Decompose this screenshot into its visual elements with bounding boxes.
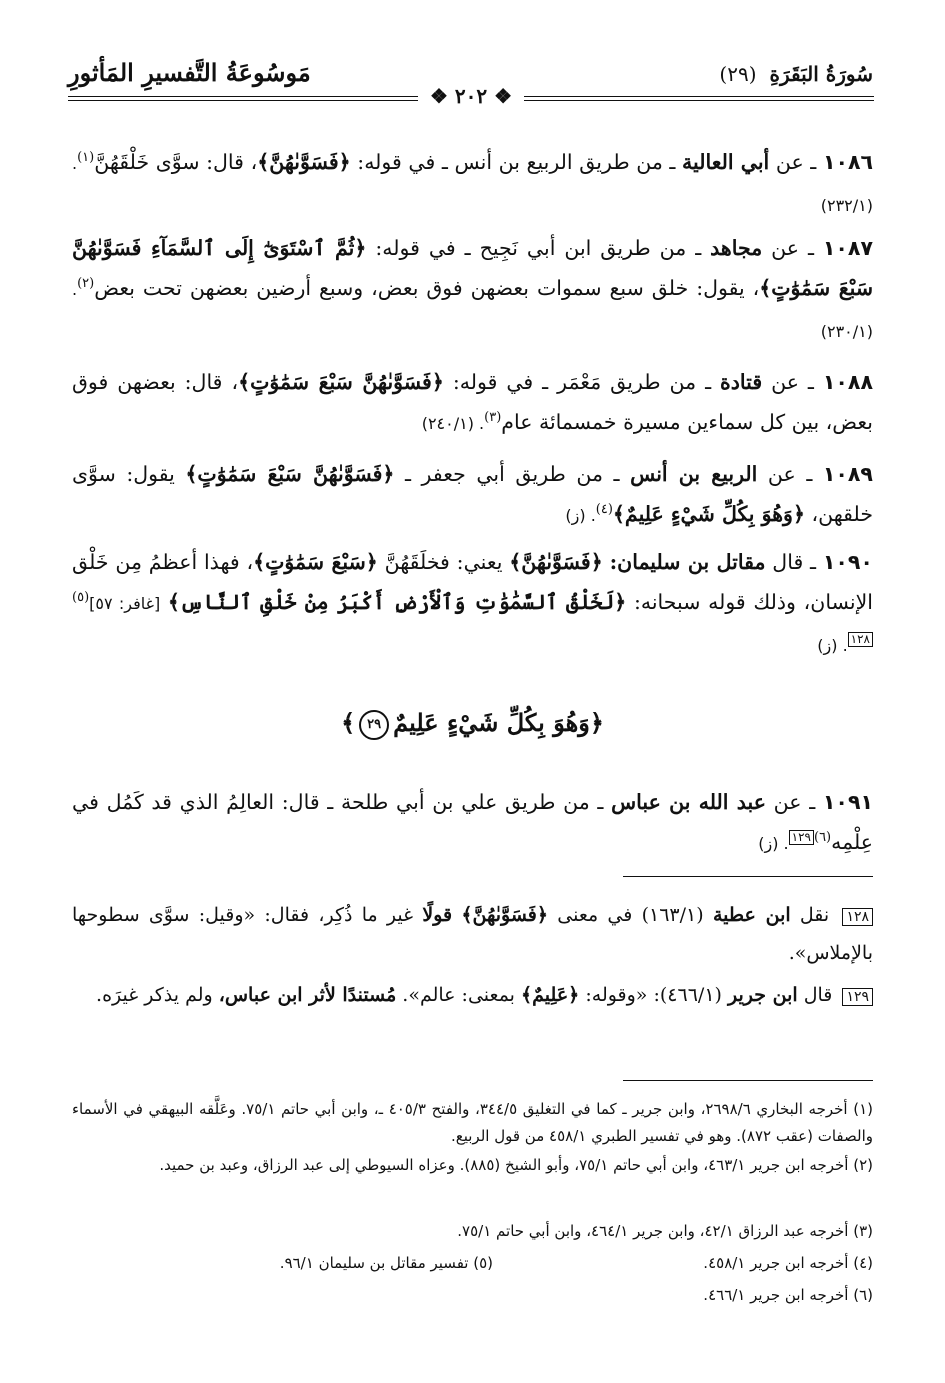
quran-quote: ﴿وَهُوَ بِكُلِّ شَيْءٍ عَلِيمٌ﴾ (612, 502, 805, 526)
footnote-marker: (٣) (484, 410, 502, 426)
note-128: ١٢٨ نقل ابن عطية (١٦٣/١) في معنى ﴿فَسَوَّىٰهُنَّ﴾ قولًا غير ما ذُكِر، فقال: «وقيل: سوَّى سطوحها بالإملاس». (72, 904, 873, 964)
verse-heading: ﴿وَهُوَ بِكُلِّ شَيْءٍ عَلِيمٌ٢٩﴾ (72, 708, 873, 740)
entry-number: ١٠٨٩ (822, 462, 873, 486)
footnote-marker: (٦) (813, 830, 832, 846)
surah-name: سُورَةُ البَقَرَةِ (769, 62, 873, 86)
footnotes-separator (623, 1080, 873, 1081)
header-rule-right (524, 96, 874, 101)
note-number: ١٢٨ (842, 908, 873, 926)
footnote-3: (٣) أخرجه عبد الرزاق ٤٢/١، وابن جرير ٤٦٤/١، وابن أبي حاتم ٧٥/١. (457, 1222, 873, 1240)
narrator-name: مقاتل بن سليمان: (609, 550, 766, 574)
footnote-marker: (٤) (595, 502, 613, 518)
scholar-name: ابن عطية (712, 904, 791, 926)
footnote-4: (٤) أخرجه ابن جرير ٤٥٨/١. (703, 1254, 873, 1272)
entry-number: ١٠٨٦ (822, 150, 873, 174)
narrator-name: قتادة (720, 370, 763, 394)
quran-quote: ﴿سَبْعَ سَمَٰوَٰتٍ﴾ (253, 550, 378, 574)
notes-separator (623, 876, 873, 877)
note-box-marker: ١٢٩ (789, 830, 814, 845)
entry-1088: ١٠٨٨ ـ عن قتادة ـ من طريق مَعْمَر ـ في قوله: ﴿فَسَوَّىٰهُنَّ سَبْعَ سَمَٰوَٰتٍ﴾، قال: بعضهن فوق بعض، بين كل سماءين مسيرة خمسمائة عام$^{(٣)}$. (٢٤٠/١) (72, 370, 873, 434)
footnote-2: (٢) أخرجه ابن جرير ٤٦٣/١، وابن أبي حاتم ٧٥/١، وأبو الشيخ (٨٨٥). وعزاه السيوطي إلى عبد الرزاق، وعبد بن حميد. (159, 1156, 873, 1174)
narrator-name: الربيع بن أنس (630, 462, 758, 486)
surah-header (719, 62, 873, 86)
note-number: ١٢٩ (842, 988, 873, 1006)
quran-quote: ﴿لَخَلْقُ ٱلسَّمَٰوَٰتِ وَٱلْأَرْضِ أَكْبَرُ مِنْ خَلْقِ ٱلنَّاسِ﴾ (167, 590, 627, 614)
quran-quote: ﴿فَسَوَّىٰهُنَّ﴾ (509, 550, 603, 574)
verse-source: [غافر: ٥٧] (89, 594, 161, 613)
footnote-marker: (١) (77, 150, 95, 166)
quran-quote: ﴿عَلِيمٌ﴾ (521, 984, 580, 1006)
header-rule-left (68, 96, 418, 101)
entry-1089: ١٠٨٩ ـ عن الربيع بن أنس ـ من طريق أبي جعفر ـ ﴿فَسَوَّىٰهُنَّ سَبْعَ سَمَٰوَٰتٍ﴾ يقول: سوَّى خلقهن، ﴿وَهُوَ بِكُلِّ شَيْءٍ عَلِيمٌ﴾$^{(٤)}$. (ز) (72, 462, 873, 526)
quran-quote: ﴿فَسَوَّىٰهُنَّ سَبْعَ سَمَٰوَٰتٍ﴾ (185, 462, 395, 486)
entry-1086: ١٠٨٦ ـ عن أبي العالية ـ من طريق الربيع بن أنس ـ في قوله: ﴿فَسَوَّىٰهُنَّ﴾، قال: سوَّى خَلْقَهُنَّ$^{(١)}$. (٢٣٢/١) (72, 150, 873, 215)
reference: . (ز) (565, 506, 596, 525)
footnote-row-4-5 (72, 1250, 873, 1277)
reference: . (٢٤٠/١) (421, 414, 485, 433)
footnote-marker: (٢) (77, 276, 95, 292)
reference: . (٢٣٠/١) (72, 280, 873, 341)
footnote-6: (٦) أخرجه ابن جرير ٤٦٦/١. (703, 1286, 873, 1304)
entry-1091: ١٠٩١ ـ عن عبد الله بن عباس ـ من طريق علي بن أبي طلحة ـ قال: العالِمُ الذي قد كَمُل في عِلْمِه$^{(٦)}$١٢٩. (ز) (72, 790, 873, 854)
reference: . (٢٣٢/١) (72, 154, 873, 215)
narrator-name: عبد الله بن عباس (611, 790, 766, 814)
entry-number: ١٠٨٧ (822, 236, 873, 260)
quran-quote: ﴿فَسَوَّىٰهُنَّ﴾ (257, 150, 351, 174)
note-box-marker: ١٢٨ (848, 632, 873, 647)
entry-number: ١٠٩١ (822, 790, 873, 814)
ayah-ref: (٢٩) (719, 62, 757, 86)
page-number: ❖ ٢٠٢ ❖ (429, 84, 513, 108)
footnote-5: (٥) تفسير مقاتل بن سليمان ٩٦/١. (279, 1254, 493, 1272)
entry-1087: ١٠٨٧ ـ عن مجاهد ـ من طريق ابن أبي نَجِيح ـ في قوله: ﴿ثُمَّ ٱسْتَوَىٰٓ إِلَى ٱلسَّمَآءِ فَسَوَّىٰهُنَّ سَبْعَ سَمَٰوَٰتٍ﴾، يقول: خلق سبع سموات بعضهن فوق بعض، وسبع أرضين بعضهن تحت بعض$^{(٢)}$. (٢٣٠/١) (72, 236, 873, 341)
reference: . (ز) (817, 636, 848, 655)
scholar-name: ابن جرير (728, 984, 798, 1006)
note-129: ١٢٩ قال ابن جرير (٤٦٦/١): «وقوله: ﴿عَلِيمٌ﴾ بمعنى: عالم». مُستندًا لأثر ابن عباس، ولم يذكر غيرَه. (72, 976, 873, 1014)
quran-quote: ﴿ثُمَّ ٱسْتَوَىٰٓ إِلَى ٱلسَّمَآءِ فَسَوَّىٰهُنَّ سَبْعَ سَمَٰوَٰتٍ﴾ (72, 236, 873, 300)
ayah-number-icon: ٢٩ (359, 710, 389, 740)
entry-number: ١٠٩٠ (822, 550, 873, 574)
book-title: مَوسُوعَةُ التَّفسيرِ المَأثورِ (68, 58, 311, 87)
reference: . (ز) (758, 834, 789, 853)
narrator-name: أبي العالية (682, 150, 770, 174)
quran-quote: ﴿فَسَوَّىٰهُنَّ﴾ (461, 904, 548, 926)
quran-quote: ﴿فَسَوَّىٰهُنَّ سَبْعَ سَمَٰوَٰتٍ﴾ (238, 370, 444, 394)
narrator-name: مجاهد (710, 236, 763, 260)
entry-number: ١٠٨٨ (822, 370, 873, 394)
footnote-marker: (٥) (72, 590, 90, 606)
footnote-1: (١) أخرجه البخاري ٢٦٩٨/٦، وابن جرير ـ كما في التغليق ٣٤٤/٥، والفتح ٤٠٥/٣ ـ، وابن أبي حاتم ٧٥/١. وعَلَّقه البيهقي في الأسماء والصفات (عقب ٨٧٢). وهو في تفسير الطبري ٤٥٨/١ من قول الربيع. (72, 1100, 873, 1145)
entry-1090: ١٠٩٠ ـ قال مقاتل بن سليمان: ﴿فَسَوَّىٰهُنَّ﴾ يعني: فخلَقَهُنَّ ﴿سَبْعَ سَمَٰوَٰتٍ﴾، فهذا أعظمُ مِن خَلْق الإنسان، وذلك قوله سبحانه: ﴿لَخَلْقُ ٱلسَّمَٰوَٰتِ وَٱلْأَرْضِ أَكْبَرُ مِنْ خَلْقِ ٱلنَّاسِ﴾ [غافر: ٥٧]$^{(٥)}$١٢٨. (ز) (72, 550, 873, 655)
